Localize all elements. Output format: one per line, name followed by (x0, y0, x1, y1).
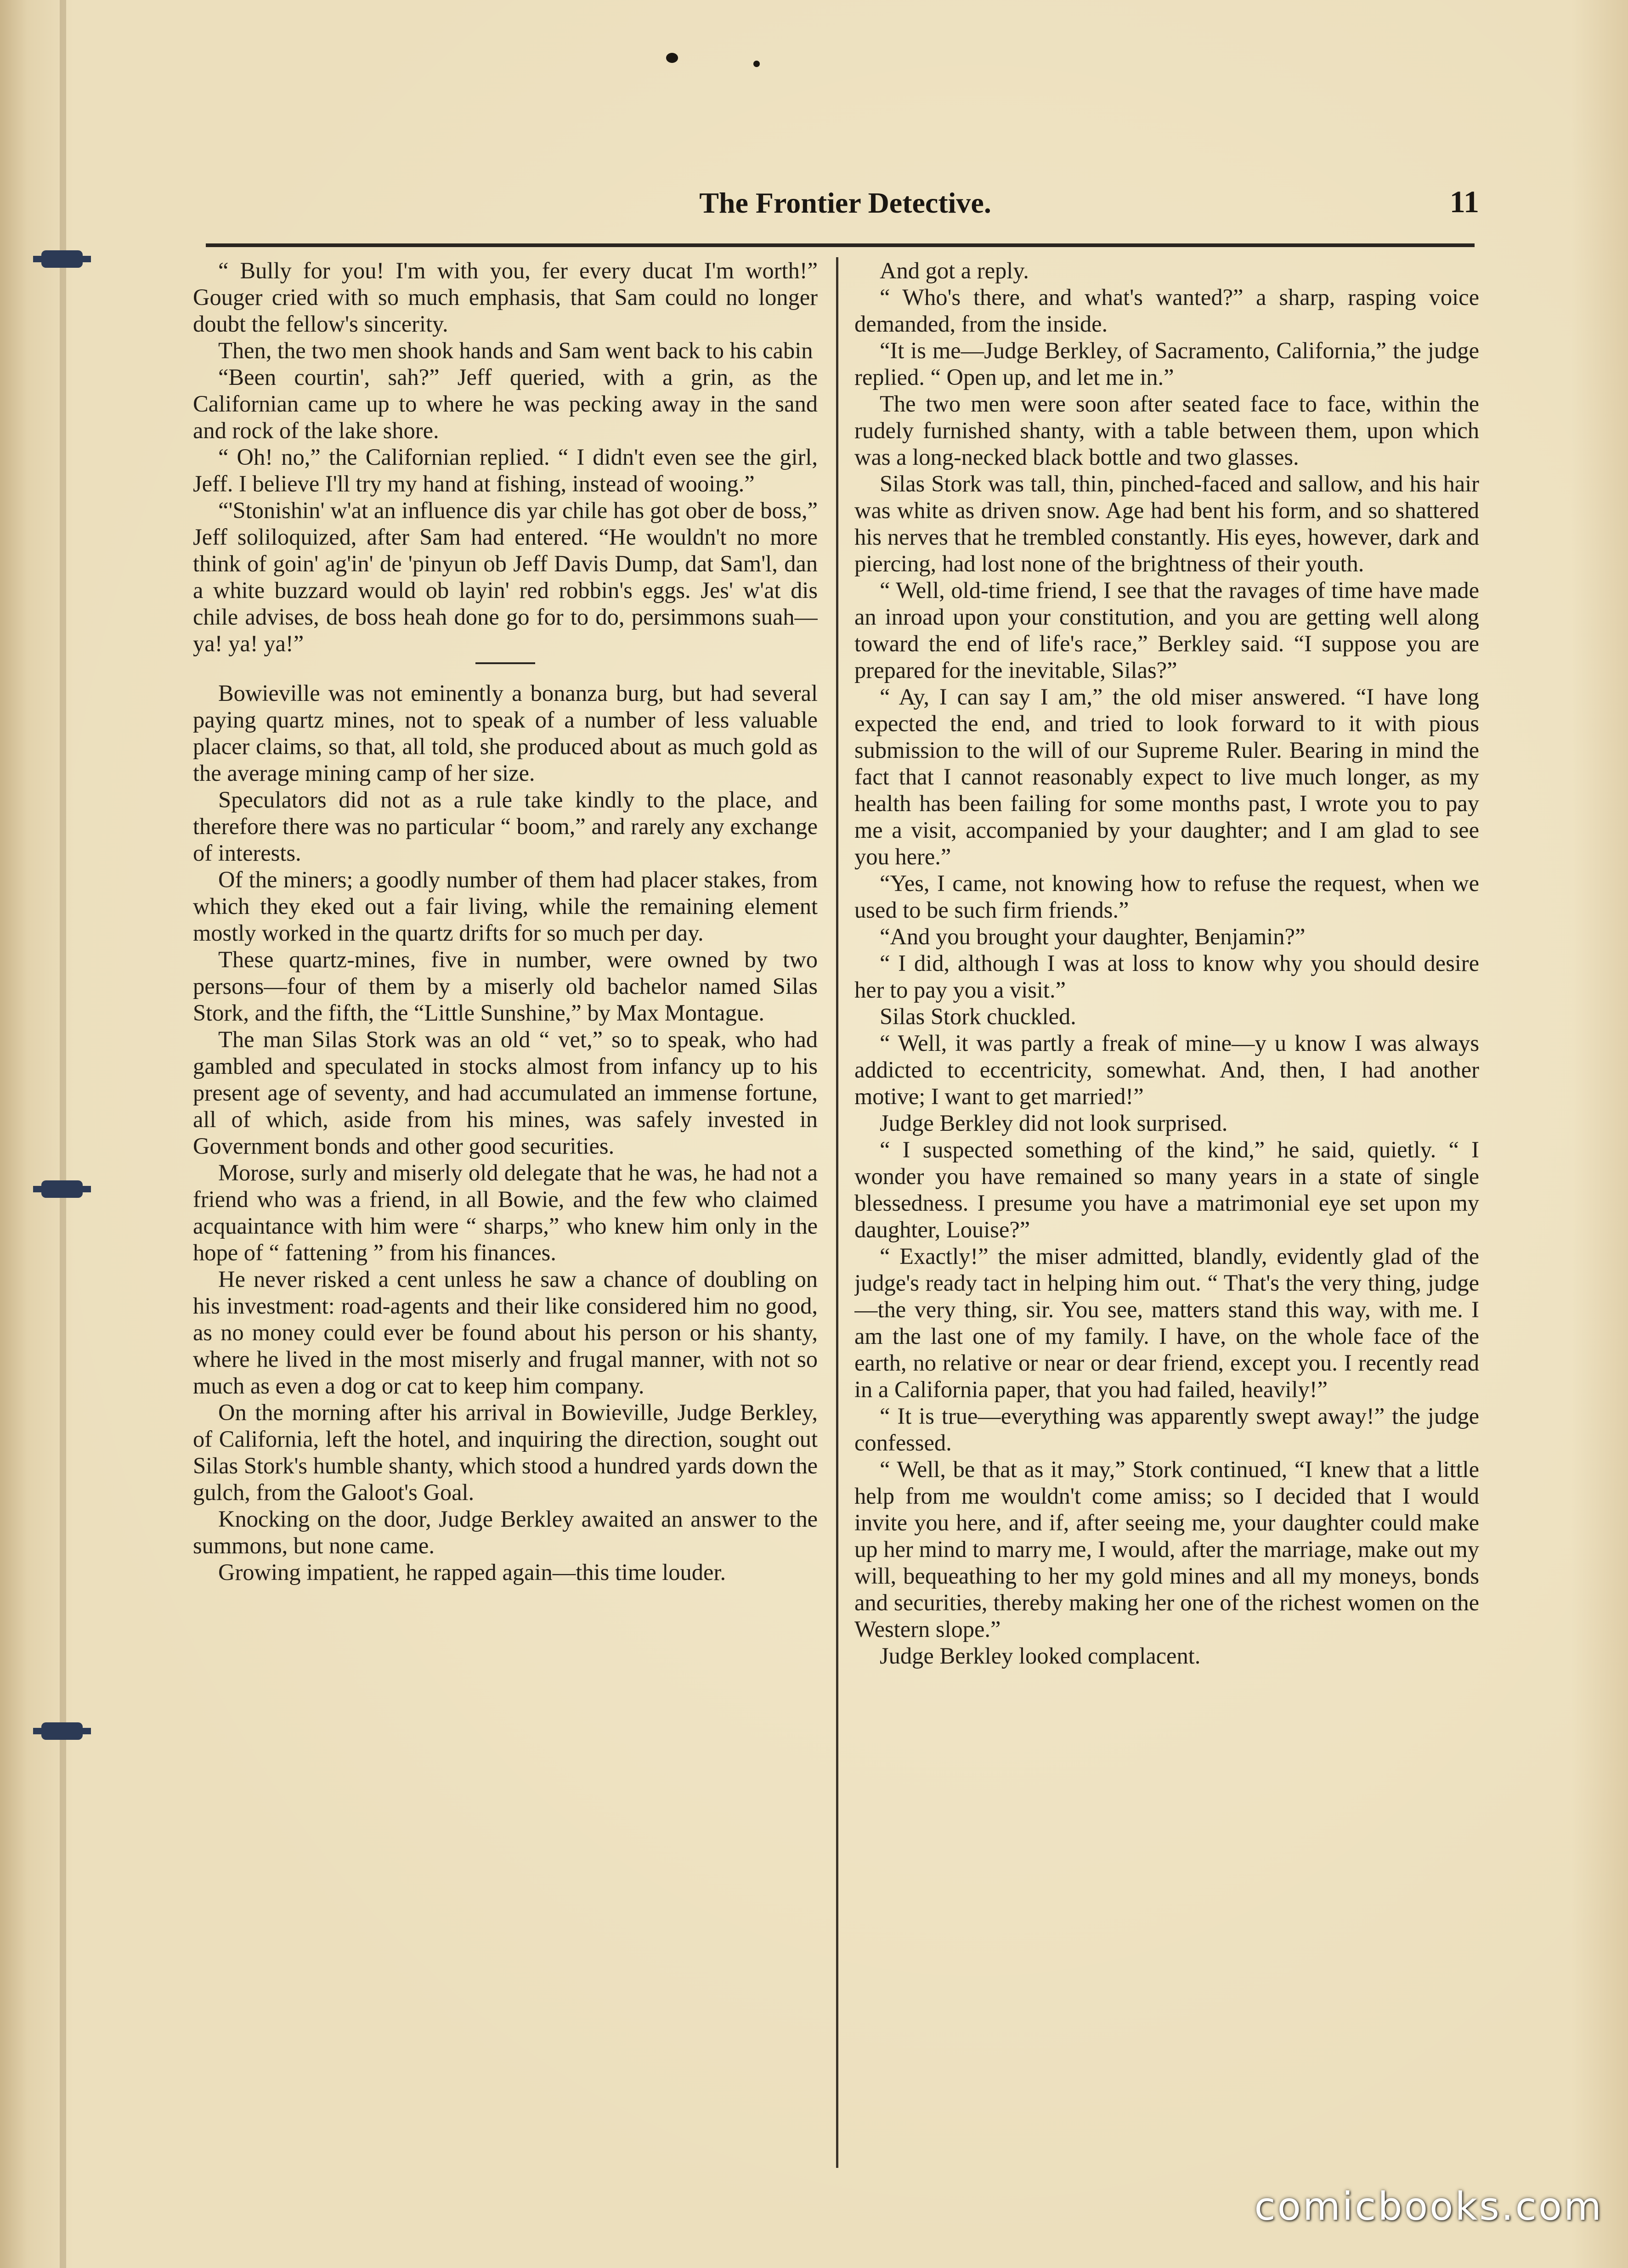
paragraph: “Yes, I came, not knowing how to refuse the request, when we used to be such firm friends.” (854, 870, 1479, 923)
staple-top (41, 250, 83, 268)
running-header-title: The Frontier Detective. (699, 186, 991, 219)
left-column-section-after-break (193, 680, 818, 1585)
paragraph: Bowieville was not eminently a bonanza burg, but had several paying quartz mines, not to speak of a number of less valuable placer claims, so that, all told, she produced about as much gold as the average mining camp of her size. (193, 680, 818, 786)
binding-fold (60, 0, 66, 2268)
paragraph: “Been courtin', sah?” Jeff queried, with a grin, as the Californian came up to where he was pecking away in the sand and rock of the lake shore. (193, 364, 818, 443)
staple-middle (41, 1180, 83, 1198)
paragraph: Morose, surly and miserly old delegate that he was, he had not a friend who was a friend, in all Bowie, and the few who claimed acquaintance with him were “ sharps,” who knew him only in the hope of “ fattening ” from his finances. (193, 1160, 818, 1265)
paragraph: Speculators did not as a rule take kindly to the place, and therefore there was no particular “ boom,” and rarely any exchange of interests. (193, 787, 818, 866)
paragraph: “ Exactly!” the miser admitted, blandly, evidently glad of the judge's ready tact in helping him out. “ That's the very thing, judge—the very thing, sir. You see, matters stand this way, with me. I am the last one of my family. I have, on the whole face of the earth, no relative or near or dear friend, except you. I recently read in a California paper, that you had failed, heavily!” (854, 1243, 1479, 1402)
paragraph: “ Well, be that as it may,” Stork continued, “I knew that a little help from me wouldn't come amiss; so I decided that I would invite you here, and if, after seeing me, your daughter could make up her mind to marry me, I would, after the marriage, make out my will, bequeathing to her my gold mines and all my moneys, bonds and securities, thereby making her one of the richest women on the Western slope.” (854, 1456, 1479, 1642)
paragraph: Of the miners; a goodly number of them had placer stakes, from which they eked out a fair living, while the remaining element mostly worked in the quartz drifts for so much per day. (193, 867, 818, 946)
paragraph: Growing impatient, he rapped again—this time louder. (218, 1559, 726, 1585)
paragraph: “ Well, old-time friend, I see that the ravages of time have made an inroad upon your constitution, and you are getting well along toward the end of life's race,” Berkley said. “I suppose you are prepared for the inevitable, Silas?” (854, 577, 1479, 683)
column-divider (836, 257, 838, 2168)
paragraph: Then, the two men shook hands and Sam went back to his cabin (218, 338, 813, 363)
watermark-text: comicbooks.com (1254, 2184, 1603, 2229)
paragraph: The two men were soon after seated face to face, within the rudely furnished shanty, with a table between them, upon which was a long-necked black bottle and two glasses. (854, 391, 1479, 470)
paragraph: Judge Berkley looked complacent. (880, 1643, 1201, 1669)
paragraph: “ Bully for you! I'm with you, fer every ducat I'm worth!” Gouger cried with so much emphasis, that Sam could no longer doubt the fellow's sincerity. (193, 258, 818, 337)
paragraph: These quartz-mines, five in number, were owned by two persons—four of them by a miserly old bachelor named Silas Stork, and the fifth, the “Little Sunshine,” by Max Montague. (193, 947, 818, 1026)
paragraph: “It is me—Judge Berkley, of Sacramento, California,” the judge replied. “ Open up, and let me in.” (854, 338, 1479, 390)
left-column (193, 257, 818, 2177)
scene-break-rule (475, 662, 535, 664)
page-number: 11 (1449, 184, 1479, 219)
right-column (854, 257, 1479, 2177)
ink-speck (753, 61, 760, 67)
paragraph: “And you brought your daughter, Benjamin?” (880, 924, 1306, 949)
paragraph: “ Who's there, and what's wanted?” a sharp, rasping voice demanded, from the inside. (854, 284, 1479, 337)
paragraph: “'Stonishin' w'at an influence dis yar chile has got ober de boss,” Jeff soliloquized, after Sam had entered. “He wouldn't no more think of goin' ag'in' de 'pinyun ob Jeff Davis Dump, dat Sam'l, dan a white buzzard would ob layin' red robbin's eggs. Jes' w'at dis chile advises, de boss heah done go for to do, persimmons suah—ya! ya! ya!” (193, 497, 818, 656)
paragraph: Silas Stork chuckled. (880, 1004, 1076, 1029)
paragraph: And got a reply. (880, 258, 1029, 283)
staple-bottom (41, 1722, 83, 1740)
paragraph: Silas Stork was tall, thin, pinched-faced and sallow, and his hair was white as driven snow. Age had bent his form, and so shattered his nerves that he trembled constantly. His eyes, however, dark and piercing, had lost none of the brightness of their youth. (854, 471, 1479, 576)
header-rule (206, 243, 1475, 247)
paragraph: “ Ay, I can say I am,” the old miser answered. “I have long expected the end, and tried to look forward to it with pious submission to the will of our Supreme Ruler. Bearing in mind the fact that I cannot reasonably expect to live much longer, as my health has been failing for some months past, I wrote you to pay me a visit, accompanied by your daughter; and I am glad to see you here.” (854, 684, 1479, 869)
paragraph: On the morning after his arrival in Bowieville, Judge Berkley, of California, left the hotel, and inquiring the direction, sought out Silas Stork's humble shanty, which stood a hundred yards down the gulch, from the Galoot's Goal. (193, 1399, 818, 1505)
paragraph: Knocking on the door, Judge Berkley awaited an answer to the summons, but none came. (193, 1506, 818, 1558)
paragraph: Judge Berkley did not look surprised. (880, 1110, 1228, 1136)
paragraph: “ I suspected something of the kind,” he said, quietly. “ I wonder you have remained so many years in a state of single blessedness. I presume you have a matrimonial eye set upon my daughter, Louise?” (854, 1137, 1479, 1242)
paragraph: He never risked a cent unless he saw a chance of doubling on his investment: road-agents and their like considered him no good, as no money could ever be found about his person or his shanty, where he lived in the most miserly and frugal manner, with not so much as even a dog or cat to keep him company. (193, 1266, 818, 1399)
ink-speck (666, 53, 678, 63)
paragraph: “ Well, it was partly a freak of mine—y u know I was always addicted to eccentricity, somewhat. And, then, I had another motive; I want to get married!” (854, 1030, 1479, 1109)
paragraph: “ It is true—everything was apparently swept away!” the judge confessed. (854, 1403, 1479, 1456)
paragraph: “ Oh! no,” the Californian replied. “ I didn't even see the girl, Jeff. I believe I'll try my hand at fishing, instead of wooing.” (193, 444, 818, 496)
paragraph: “ I did, although I was at loss to know why you should desire her to pay you a visit.” (854, 950, 1479, 1003)
left-column-section-before-break (193, 257, 818, 657)
paragraph: The man Silas Stork was an old “ vet,” so to speak, who had gambled and speculated in stocks almost from infancy up to his present age of seventy, and had accumulated an immense fortune, all of which, aside from his mines, was safely invested in Government bonds and other good securities. (193, 1027, 818, 1159)
